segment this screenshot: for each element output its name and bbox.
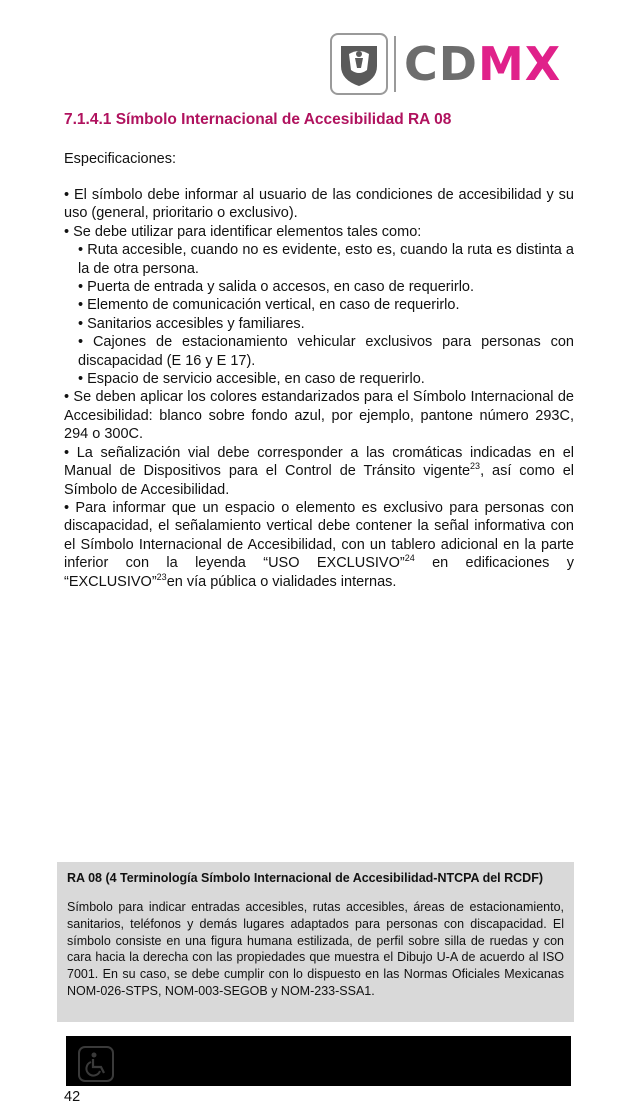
logo-wordmark: CDMX [404, 37, 562, 91]
definition-title: RA 08 (4 Terminología Símbolo Internacional de Accesibilidad-NTCPA del RCDF) [67, 871, 543, 885]
footnote-ref: 23 [156, 571, 167, 582]
sub-bullet-door: • Puerta de entrada y salida o accesos, en caso de requerirlo. [78, 279, 475, 296]
logo-divider [394, 36, 396, 92]
bullet-road-signage: • La señalización vial debe corresponder a las cromáticas indicadas en el Manual de Dispositivos para el Control de Tránsito vigente$^{23}$, así como el Símbolo de Accesibilidad. [64, 444, 574, 498]
wheelchair-icon [78, 1046, 114, 1082]
bullet-inform: • El símbolo debe informar al usuario de las condiciones de accesibilidad y su uso (general, prioritario o exclusivo). [64, 187, 574, 222]
sub-bullet-service: • Espacio de servicio accesible, en caso de requerirlo. [78, 371, 425, 388]
footnote-ref: 24 [404, 553, 415, 564]
cdmx-logo [320, 22, 570, 106]
footnote-ref: 23 [470, 461, 481, 472]
specifications-label: Especificaciones: [64, 151, 177, 167]
definition-text: Símbolo para indicar entradas accesibles, rutas accesibles, áreas de estacionamiento, sanitarios, teléfonos y demás lugares adaptados para personas con discapacidad. El símbolo consiste en una figura humana estilizada, de perfil sobre silla de ruedas y con cara hacia la derecha con las propiedades que muestra el Dibujo U-A de acuerdo al ISO 7001. En su caso, se debe cumplir con lo dispuesto en las Normas Oficiales Mexicanas NOM-026-STPS, NOM-003-SEGOB y NOM-233-SSA1. [67, 900, 564, 998]
section-heading: 7.1.4.1 Símbolo Internacional de Accesibilidad RA 08 [64, 111, 452, 128]
bullet-exclusive: • Para informar que un espacio o elemento es exclusivo para personas con discapacidad, el señalamiento vertical debe contener la señal informativa con el Símbolo Internacional de Accesibilidad, con un tablero adicional en la parte inferior con la leyenda “USO EXCLUSIVO”$^{24}$ en edificaciones y “EXCLUSIVO”$^{23}$en vía pública o vialidades internas. [64, 499, 575, 590]
sub-bullet-parking: • Cajones de estacionamiento vehicular exclusivos para personas con discapacidad (E 16 y E 17). [78, 334, 574, 369]
definition-box [57, 862, 574, 1022]
sub-bullet-route: • Ruta accesible, cuando no es evidente, esto es, cuando la ruta es distinta a la de otra persona. [78, 242, 574, 277]
sub-bullet-restrooms: • Sanitarios accesibles y familiares. [78, 315, 305, 332]
bullet-colors: • Se deben aplicar los colores estandarizados para el Símbolo Internacional de Accesibilidad: blanco sobre fondo azul, por ejemplo, pantone número 293C, 294 o 300C. [64, 389, 574, 443]
page-number: 42 [64, 1089, 81, 1105]
sub-bullet-vertical: • Elemento de comunicación vertical, en caso de requerirlo. [78, 297, 460, 314]
main-content [64, 110, 574, 591]
city-seal-icon [330, 33, 388, 95]
footer-bar [66, 1036, 571, 1086]
bullet-use: • Se debe utilizar para identificar elementos tales como: [64, 223, 422, 240]
